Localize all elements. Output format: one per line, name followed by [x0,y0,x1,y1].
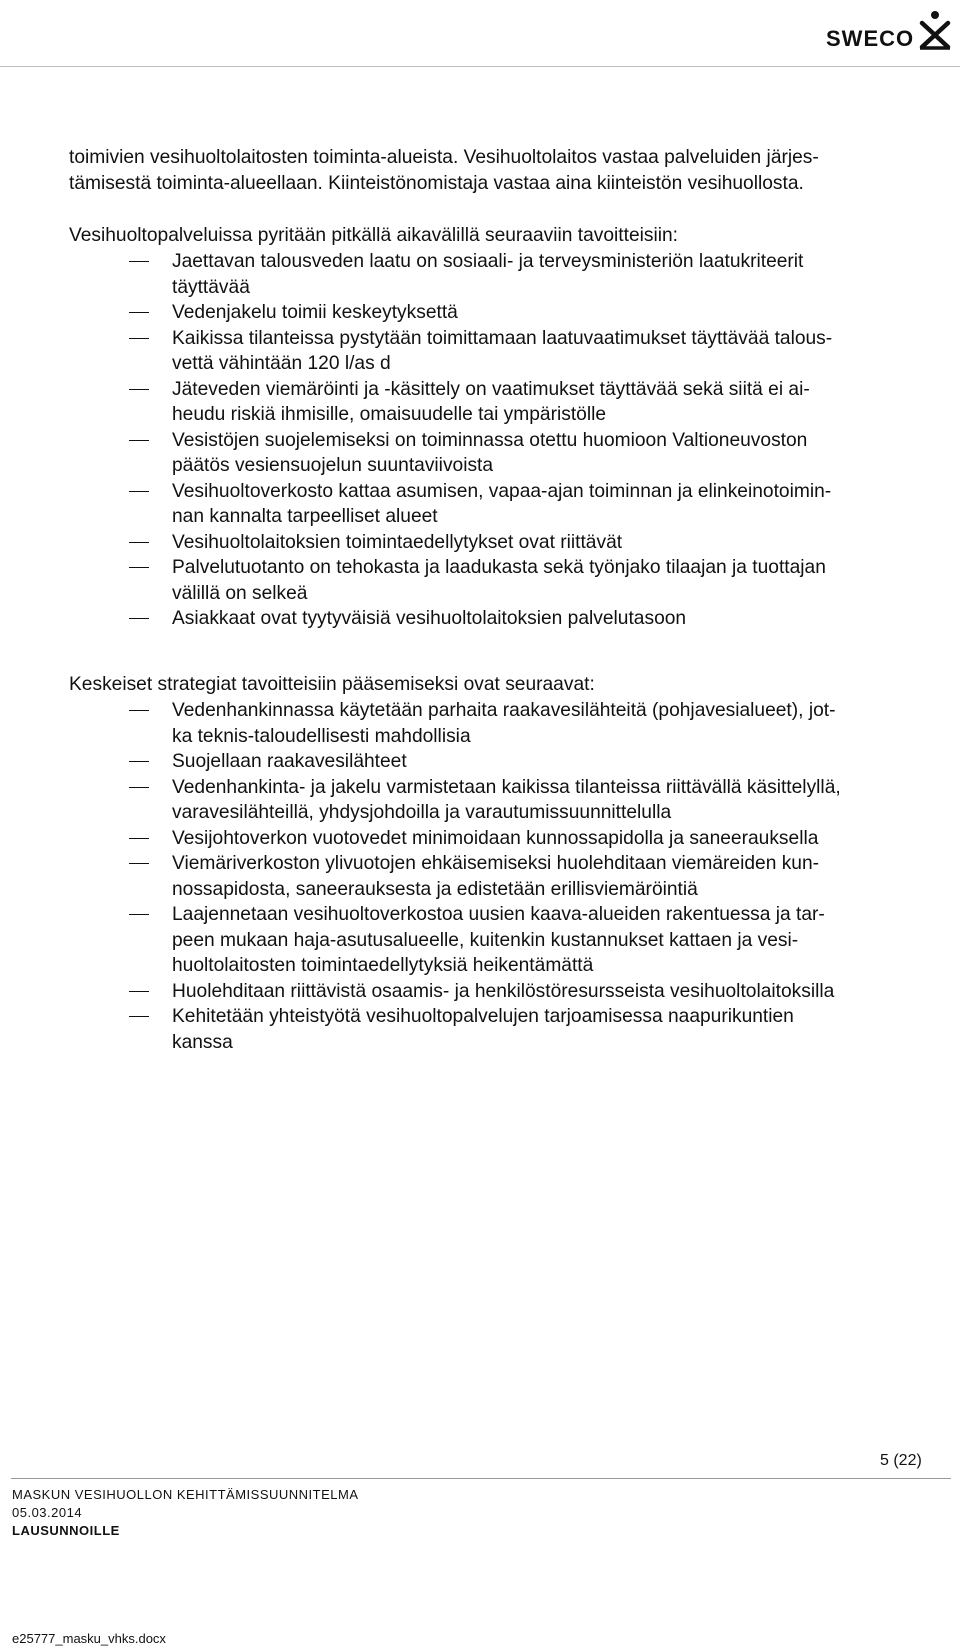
goal-item [69,606,947,632]
dash-bullet-icon [129,618,149,619]
dash-bullet-icon [129,838,149,839]
strategy-item [69,775,947,826]
dash-bullet-icon [129,863,149,864]
goals-list [69,249,947,632]
dash-bullet-icon [129,991,149,992]
goals-heading: Vesihuoltopalveluissa pyritään pitkällä aikavälillä seuraaviin tavoitteisiin: [69,225,679,246]
list-item-line: Jaettavan talousveden laatu on sosiaali- ja terveysministeriön laatukriteerit [172,251,804,272]
strategy-item [69,826,947,852]
strategy-item [69,749,947,775]
strategies-list [69,698,947,1055]
logo-text: SWECO [826,26,915,51]
list-item-line: Vesistöjen suojelemiseksi on toiminnassa otettu huomioon Valtioneuvoston [172,429,808,451]
list-item-line: Kehitetään yhteistyötä vesihuoltopalvelujen tarjoamisessa naapurikuntien [172,1006,794,1027]
sweco-mark-icon [918,10,952,50]
list-item-line: Suojellaan raakavesilähteet [172,751,407,772]
list-item-line: Viemäriverkoston ylivuotojen ehkäisemiseksi huolehditaan viemäreiden kun- [172,853,820,874]
intro-paragraph [69,145,947,196]
strategies-heading: Keskeiset strategiat tavoitteisiin pääsemiseksi ovat seuraavat: [69,674,595,695]
list-item-line: varavesilähteillä, yhdysjohdoilla ja varautumissuunnittelulla [172,802,672,823]
list-item-line: Vedenhankinnassa käytetään parhaita raakavesilähteitä (pohjavesialueet), jot- [172,700,836,721]
goal-item [69,377,947,428]
strategy-item [69,979,947,1005]
header-divider [0,66,960,67]
document-title: MASKUN VESIHUOLLON KEHITTÄMISSUUNNITELMA [12,1487,359,1502]
list-item-line: nan kannalta tarpeelliset alueet [172,506,438,527]
list-item-line: Huolehditaan riittävistä osaamis- ja henkilöstöresursseista vesihuoltolaitoksilla [172,980,835,1002]
file-name: e25777_masku_vhks.docx [12,1631,166,1646]
dash-bullet-icon [129,567,149,568]
goal-item [69,479,947,530]
dash-bullet-icon [129,389,149,390]
document-status: LAUSUNNOILLE [12,1523,120,1538]
dash-bullet-icon [129,542,149,543]
list-item-line: Vesijohtoverkon vuotovedet minimoidaan kunnossapidolla ja saneerauksella [172,827,819,849]
sweco-logo [818,10,960,54]
footer-info [12,1486,359,1540]
list-item-line: nossapidosta, saneerauksesta ja edistetään erillisviemäröintiä [172,878,698,900]
list-item-line: täyttävää [172,276,250,298]
goal-item [69,326,947,377]
list-item-line: huoltolaitosten toimintaedellytyksiä heikentämättä [172,955,594,976]
dash-bullet-icon [129,710,149,711]
intro-line: tämisestä toiminta-alueellaan. Kiinteistönomistaja vastaa aina kiinteistön vesihuollosta. [69,172,804,194]
list-item-line: Vedenjakelu toimii keskeytyksettä [172,302,458,323]
list-item-line: Vesihuoltoverkosto kattaa asumisen, vapaa-ajan toiminnan ja elinkeinotoimin- [172,480,832,502]
list-item-line: Kaikissa tilanteissa pystytään toimittamaan laatuvaatimukset täyttävää talous- [172,327,833,349]
strategy-item [69,698,947,749]
dash-bullet-icon [129,1016,149,1017]
dash-bullet-icon [129,787,149,788]
list-item-line: kanssa [172,1031,233,1053]
dash-bullet-icon [129,338,149,339]
list-item-line: Asiakkaat ovat tyytyväisiä vesihuoltolaitoksien palvelutasoon [172,608,687,629]
dash-bullet-icon [129,440,149,441]
list-item-line: Vesihuoltolaitoksien toimintaedellytykset ovat riittävät [172,531,623,553]
footer-divider [11,1478,951,1479]
list-item-line: Jäteveden viemäröinti ja -käsittely on vaatimukset täyttävää sekä siitä ei ai- [172,378,810,400]
list-item-line: Laajennetaan vesihuoltoverkostoa uusien kaava-alueiden rakentuessa ja tar- [172,904,825,925]
list-item-line: peen mukaan haja-asutusalueelle, kuitenkin kustannukset kattaen ja vesi- [172,929,799,951]
list-item-line: heudu riskiä ihmisille, omaisuudelle tai ympäristölle [172,404,607,425]
goal-item [69,555,947,606]
list-item-line: vettä vähintään 120 l/as d [172,353,391,374]
goal-item [69,530,947,556]
dash-bullet-icon [129,261,149,262]
list-item-line: ka teknis-taloudellisesti mahdollisia [172,725,471,747]
goal-item [69,300,947,326]
page-number: 5 (22) [880,1452,922,1469]
list-item-line: Palvelutuotanto on tehokasta ja laadukasta sekä työnjako tilaajan ja tuottajan [172,557,826,578]
strategy-item [69,1004,947,1055]
document-date: 05.03.2014 [12,1505,83,1520]
strategy-item [69,902,947,979]
list-item-line: välillä on selkeä [172,582,308,604]
dash-bullet-icon [129,312,149,313]
list-item-line: päätös vesiensuojelun suuntaviivoista [172,455,494,476]
goal-item [69,249,947,300]
intro-line: toimivien vesihuoltolaitosten toiminta-alueista. Vesihuoltolaitos vastaa palveluiden järjes- [69,147,819,168]
dash-bullet-icon [129,491,149,492]
dash-bullet-icon [129,761,149,762]
goal-item [69,428,947,479]
list-item-line: Vedenhankinta- ja jakelu varmistetaan kaikissa tilanteissa riittävällä käsittelyllä, [172,776,841,798]
strategy-item [69,851,947,902]
dash-bullet-icon [129,914,149,915]
